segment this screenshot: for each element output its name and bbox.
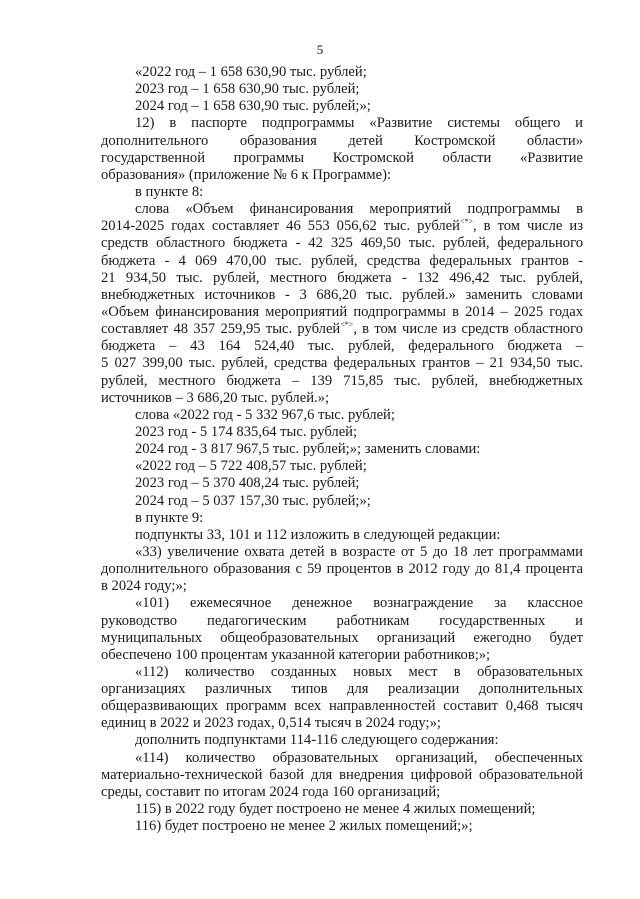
line-text: «Объем финансирования мероприятий подпрограммы в 2014 – 2025 годах [101, 303, 583, 320]
text-line [101, 595, 583, 612]
line-text: бюджета – 43 164 524,40 тыс. рублей, федерального бюджета – [101, 338, 583, 355]
text-line [101, 287, 583, 304]
line-text: единиц в 2022 и 2023 годах, 0,514 тысяч в 2024 году;»; [101, 715, 441, 732]
text-line [101, 321, 583, 338]
text-line [101, 167, 583, 184]
footnote-marker: <*> [340, 320, 354, 330]
text-line [101, 424, 583, 441]
text-line [101, 578, 583, 595]
line-text: 2024 год – 5 037 157,30 тыс. рублей;»; [135, 492, 371, 509]
line-text: 5 027 399,00 тыс. рублей, средства федеральных грантов – 21 934,50 тыс. [101, 355, 583, 372]
text-line [101, 441, 583, 458]
line-text: 2023 год - 5 174 835,64 тыс. рублей; [135, 423, 358, 440]
line-text: подпункты 33, 101 и 112 изложить в следующей редакции: [135, 526, 501, 543]
text-line [101, 81, 583, 98]
text-line [101, 407, 583, 424]
line-text: «112) количество созданных новых мест в образовательных [135, 663, 583, 680]
text-line [101, 681, 583, 698]
line-text: средств областного бюджета - 42 325 469,50 тыс. рублей, федерального [101, 235, 583, 252]
line-text: «101) ежемесячное денежное вознаграждение за классное [135, 595, 583, 612]
line-text-continuation: , в том числе из [473, 218, 583, 235]
line-text: 2024 год - 3 817 967,5 тыс. рублей;»; заменить словами: [135, 441, 481, 458]
text-line [101, 510, 583, 527]
text-line [101, 750, 583, 767]
text-line [101, 218, 583, 235]
text-line [101, 355, 583, 372]
line-text: материально-технической базой для внедрения цифровой образовательной [101, 766, 583, 783]
text-line [101, 458, 583, 475]
line-text: «2022 год – 1 658 630,90 тыс. рублей; [135, 64, 367, 80]
line-text: бюджета - 4 069 470,00 тыс. рублей, средства федеральных грантов - [101, 252, 583, 269]
text-line [101, 630, 583, 647]
text-line [101, 715, 583, 732]
text-line [101, 732, 583, 749]
line-text: внебюджетных источников - 3 686,20 тыс. рублей.» заменить словами [101, 286, 583, 303]
line-text: дополнительного образования с 59 процентов в 2012 году до 81,4 процента [101, 561, 583, 578]
text-line [101, 373, 583, 390]
text-line [101, 201, 583, 218]
text-line [101, 235, 583, 252]
line-text: слова «2022 год - 5 332 967,6 тыс. рублей; [135, 406, 395, 423]
text-line [101, 664, 583, 681]
text-line [101, 784, 583, 801]
text-line [101, 115, 583, 132]
page-number: 5 [316, 42, 324, 57]
line-text: в 2024 году;»; [101, 578, 187, 595]
line-text: организациях различных типов для реализации дополнительных [101, 681, 583, 698]
line-text: 12) в паспорте подпрограммы «Развитие системы общего и [135, 115, 583, 132]
text-line [101, 338, 583, 355]
text-line [101, 133, 583, 150]
text-line [101, 304, 583, 321]
text-line [101, 150, 583, 167]
text-line [101, 818, 583, 835]
line-text: «114) количество образовательных организаций, обеспеченных [135, 749, 583, 766]
line-text: 2014-2025 годах составляет 46 553 056,62 тыс. рублей [101, 218, 460, 235]
text-line [101, 253, 583, 270]
line-text: образования» (приложение № 6 к Программе): [101, 166, 392, 183]
text-line [101, 184, 583, 201]
text-line [101, 493, 583, 510]
line-text: 115) в 2022 году будет построено не менее 4 жилых помещений; [135, 801, 536, 818]
line-text: общеразвивающих программ всех направленностей составит 0,468 тысяч [101, 698, 583, 715]
footnote-marker: <*> [459, 217, 474, 227]
text-line [101, 98, 583, 115]
text-line [101, 527, 583, 544]
text-line [101, 613, 583, 630]
line-text: источников – 3 686,20 тыс. рублей.»; [101, 389, 330, 406]
line-text: государственной программы Костромской области «Развитие [101, 149, 583, 166]
text-line [101, 561, 583, 578]
line-text: «2022 год – 5 722 408,57 тыс. рублей; [135, 458, 367, 475]
text-line [101, 544, 583, 561]
text-line [101, 767, 583, 784]
line-text: муниципальных общеобразовательных организаций ежегодно будет [101, 629, 583, 646]
line-text: среды, составит по итогам 2024 года 160 организаций; [101, 783, 441, 800]
line-text: 2023 год – 1 658 630,90 тыс. рублей; [135, 81, 360, 98]
line-text: рублей, местного бюджета – 139 715,85 тыс. рублей, внебюджетных [101, 372, 583, 389]
text-line [101, 270, 583, 287]
text-line [101, 647, 583, 664]
document-body [101, 64, 583, 835]
line-text: 116) будет построено не менее 2 жилых помещений;»; [135, 818, 473, 835]
line-text-continuation: , в том числе из средств областного [353, 321, 583, 338]
text-line [101, 698, 583, 715]
text-line [101, 801, 583, 818]
line-text: «33) увеличение охвата детей в возрасте от 5 до 18 лет программами [135, 543, 583, 560]
line-text: обеспечено 100 процентам указанной категории работников;»; [101, 646, 491, 663]
line-text: 2024 год – 1 658 630,90 тыс. рублей;»; [135, 98, 371, 115]
line-text: 21 934,50 тыс. рублей, местного бюджета - 132 496,42 тыс. рублей, [101, 269, 583, 286]
text-line [101, 475, 583, 492]
line-text: в пункте 9: [135, 509, 204, 526]
line-text: слова «Объем финансирования мероприятий подпрограммы в [135, 201, 583, 218]
line-text: дополнить подпунктами 114-116 следующего содержания: [135, 732, 499, 749]
line-text: составляет 48 357 259,95 тыс. рублей [101, 321, 341, 338]
text-line [101, 390, 583, 407]
text-line [101, 64, 583, 81]
line-text: 2023 год – 5 370 408,24 тыс. рублей; [135, 475, 360, 492]
line-text: руководство педагогическим работникам государственных и [101, 612, 583, 629]
line-text: в пункте 8: [135, 183, 204, 200]
line-text: дополнительного образования детей Костромской области» [101, 132, 583, 149]
